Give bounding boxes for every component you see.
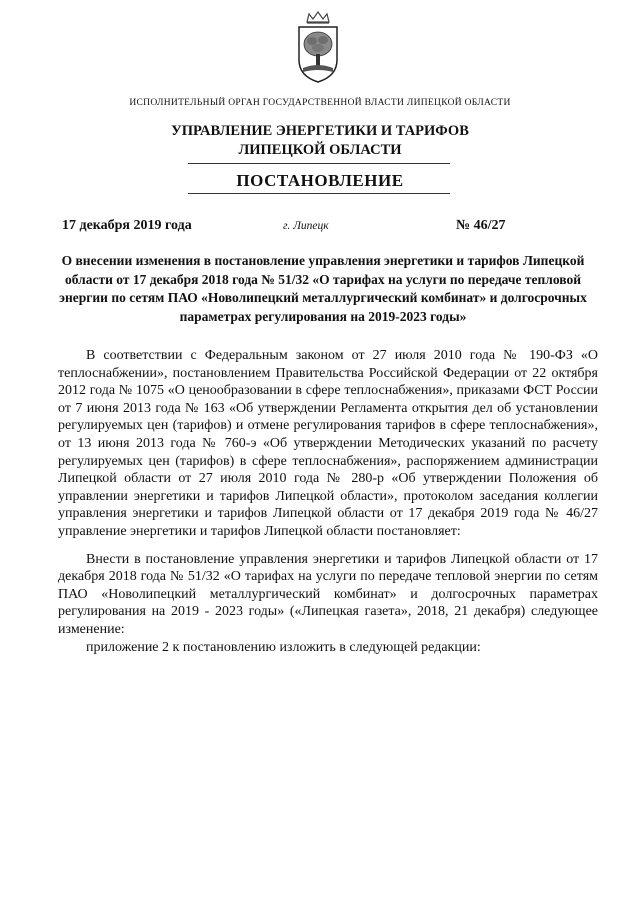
title-underline [188, 193, 450, 194]
header-divider [188, 163, 450, 164]
coat-of-arms-icon [291, 10, 345, 84]
document-city: г. Липецк [283, 220, 329, 232]
department-line-2: ЛИПЕЦКОЙ ОБЛАСТИ [238, 142, 402, 158]
document-subject: О внесении изменения в постановление управления энергетики и тарифов Липецкой области от 17 декабря 2018 года № 51/32 «О тарифах на услуги по передаче тепловой энергии по сетям ПАО «Новолипецкий металлургический комбинат» и долгосрочных параметрах регулирования на 2019-2023 годы» [59, 253, 587, 324]
document-date: 17 декабря 2019 года [62, 218, 192, 233]
department-line-1: УПРАВЛЕНИЕ ЭНЕРГЕТИКИ И ТАРИФОВ [171, 123, 469, 139]
department-name [0, 122, 640, 160]
body-paragraph-3: приложение 2 к постановлению изложить в следующей редакции: [86, 639, 481, 655]
authority-name: ИСПОЛНИТЕЛЬНЫЙ ОРГАН ГОСУДАРСТВЕННОЙ ВЛАСТИ ЛИПЕЦКОЙ ОБЛАСТИ [129, 98, 511, 108]
document-number: № 46/27 [456, 218, 506, 233]
document-type-title: ПОСТАНОВЛЕНИЕ [236, 171, 404, 190]
body-paragraph-2: Внести в постановление управления энергетики и тарифов Липецкой области от 17 декабря 2018 года № 51/32 «О тарифах на услуги по передаче тепловой энергии по сетям ПАО «Новолипецкий металлургический комбинат» и долгосрочных параметрах регулирования на 2019 - 2023 годы» («Липецкая газета», 2018, 21 декабря) следующее изменение: [58, 551, 598, 637]
document-body [58, 347, 598, 666]
body-paragraph-1: В соответствии с Федеральным законом от 27 июля 2010 года № 190-ФЗ «О теплоснабжении», постановлением Правительства Российской Федерации от 22 октября 2012 года № 1075 «О ценообразовании в сфере теплоснабжения», приказами ФСТ России от 7 июня 2013 года № 163 «Об утверждении Регламента открытия дел об установлении регулируемых цен (тарифов) и отмене регулирования тарифов в сфере теплоснабжения», от 13 июня 2013 года № 760-э «Об утверждении Методических указаний по расчету регулируемых цен (тарифов) в сфере теплоснабжения», распоряжением администрации Липецкой области от 27 июля 2010 года № 280-р «Об утверждении Положения об управлении энергетики и тарифов Липецкой области», протоколом заседания коллегии управления энергетики и тарифов Липецкой области от 17 декабря 2019 года № 46/27 управление энергетики и тарифов Липецкой области постановляет: [58, 348, 598, 539]
